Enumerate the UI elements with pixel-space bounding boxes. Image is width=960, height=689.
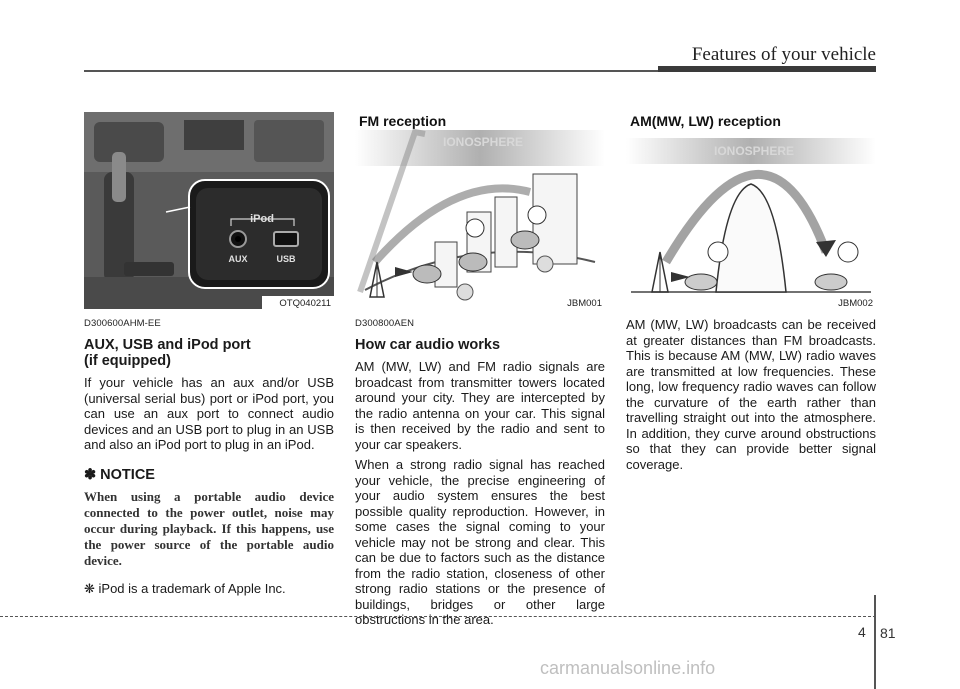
page-divider	[874, 595, 876, 689]
chapter-number: 4	[858, 624, 866, 640]
column-am-reception	[626, 112, 876, 477]
figure-title: AM(MW, LW) reception	[630, 113, 781, 129]
audio-paragraph-2: When a strong radio signal has reached your vehicle, the precise engineering of your audio system ensures the best possible quality reproduction. However, in some cases the signal coming to your vehicle may not be strong and clear. This can be due to factors such as the distance from the radio station, closeness of other strong radio stations or the presence of buildings, bridges or other large obstructions in the area.	[355, 457, 605, 627]
column-aux-usb	[84, 112, 334, 596]
header-rule-accent	[658, 66, 876, 72]
page-header-title: Features of your vehicle	[691, 44, 876, 65]
trademark-note: ❋ iPod is a trademark of Apple Inc.	[84, 580, 286, 596]
aux-usb-illustration	[84, 112, 334, 309]
section-heading: How car audio works	[355, 337, 501, 353]
usb-label: USB	[276, 254, 296, 264]
aux-label: AUX	[228, 254, 248, 264]
am-paragraph: AM (MW, LW) broadcasts can be received at greater distances than FM broadcasts. This is because AM (MW, LW) radio waves are transmitted at low frequencies. These long, low frequency radio waves can follow the curvature of the earth rather than travelling straight out into the atmosphere. In addition, they curve around obstructions so that they can provide better signal coverage.	[626, 317, 876, 472]
heading-line-2: (if equipped)	[84, 353, 171, 369]
ionosphere-label: IONOSPHERE	[442, 135, 524, 149]
section-code: D300800AEN	[355, 318, 415, 329]
ipod-label: iPod	[250, 213, 274, 225]
figure-fm-reception	[355, 112, 605, 309]
figure-code: OTQ040211	[279, 298, 331, 309]
fm-reception-illustration	[355, 112, 605, 309]
audio-paragraph-1: AM (MW, LW) and FM radio signals are broadcast from transmitter towers located around your city. They are intercepted by the radio antenna on your car. This signal is then received by the radio and sent to your car speakers.	[355, 359, 605, 452]
figure-am-reception	[626, 112, 876, 309]
notice-body: When using a portable audio device connected to the power outlet, noise may occur during playback. If this happens, use the power source of the portable audio device.	[84, 488, 334, 568]
figure-title: FM reception	[359, 113, 447, 129]
heading-line-1: AUX, USB and iPod port	[84, 337, 251, 353]
figure-code: JBM001	[567, 298, 602, 309]
notice-heading: ✽ NOTICE	[84, 466, 155, 483]
section-heading	[84, 337, 334, 369]
page-number: 81	[880, 625, 896, 641]
section-code: D300600AHM-EE	[84, 318, 161, 329]
am-reception-illustration	[626, 112, 876, 309]
ionosphere-label: IONOSPHERE	[713, 144, 795, 158]
aux-usb-paragraph: If your vehicle has an aux and/or USB (universal serial bus) port or iPod port, you can use an aux port to connect audio devices and an USB port to plug in an USB and also an iPod port to plug in an iPod.	[84, 375, 334, 452]
watermark: carmanualsonline.info	[540, 658, 716, 678]
figure-aux-usb-port	[84, 112, 334, 309]
column-car-audio	[355, 112, 605, 633]
figure-code: JBM002	[838, 298, 873, 309]
footer-rule	[0, 616, 876, 617]
